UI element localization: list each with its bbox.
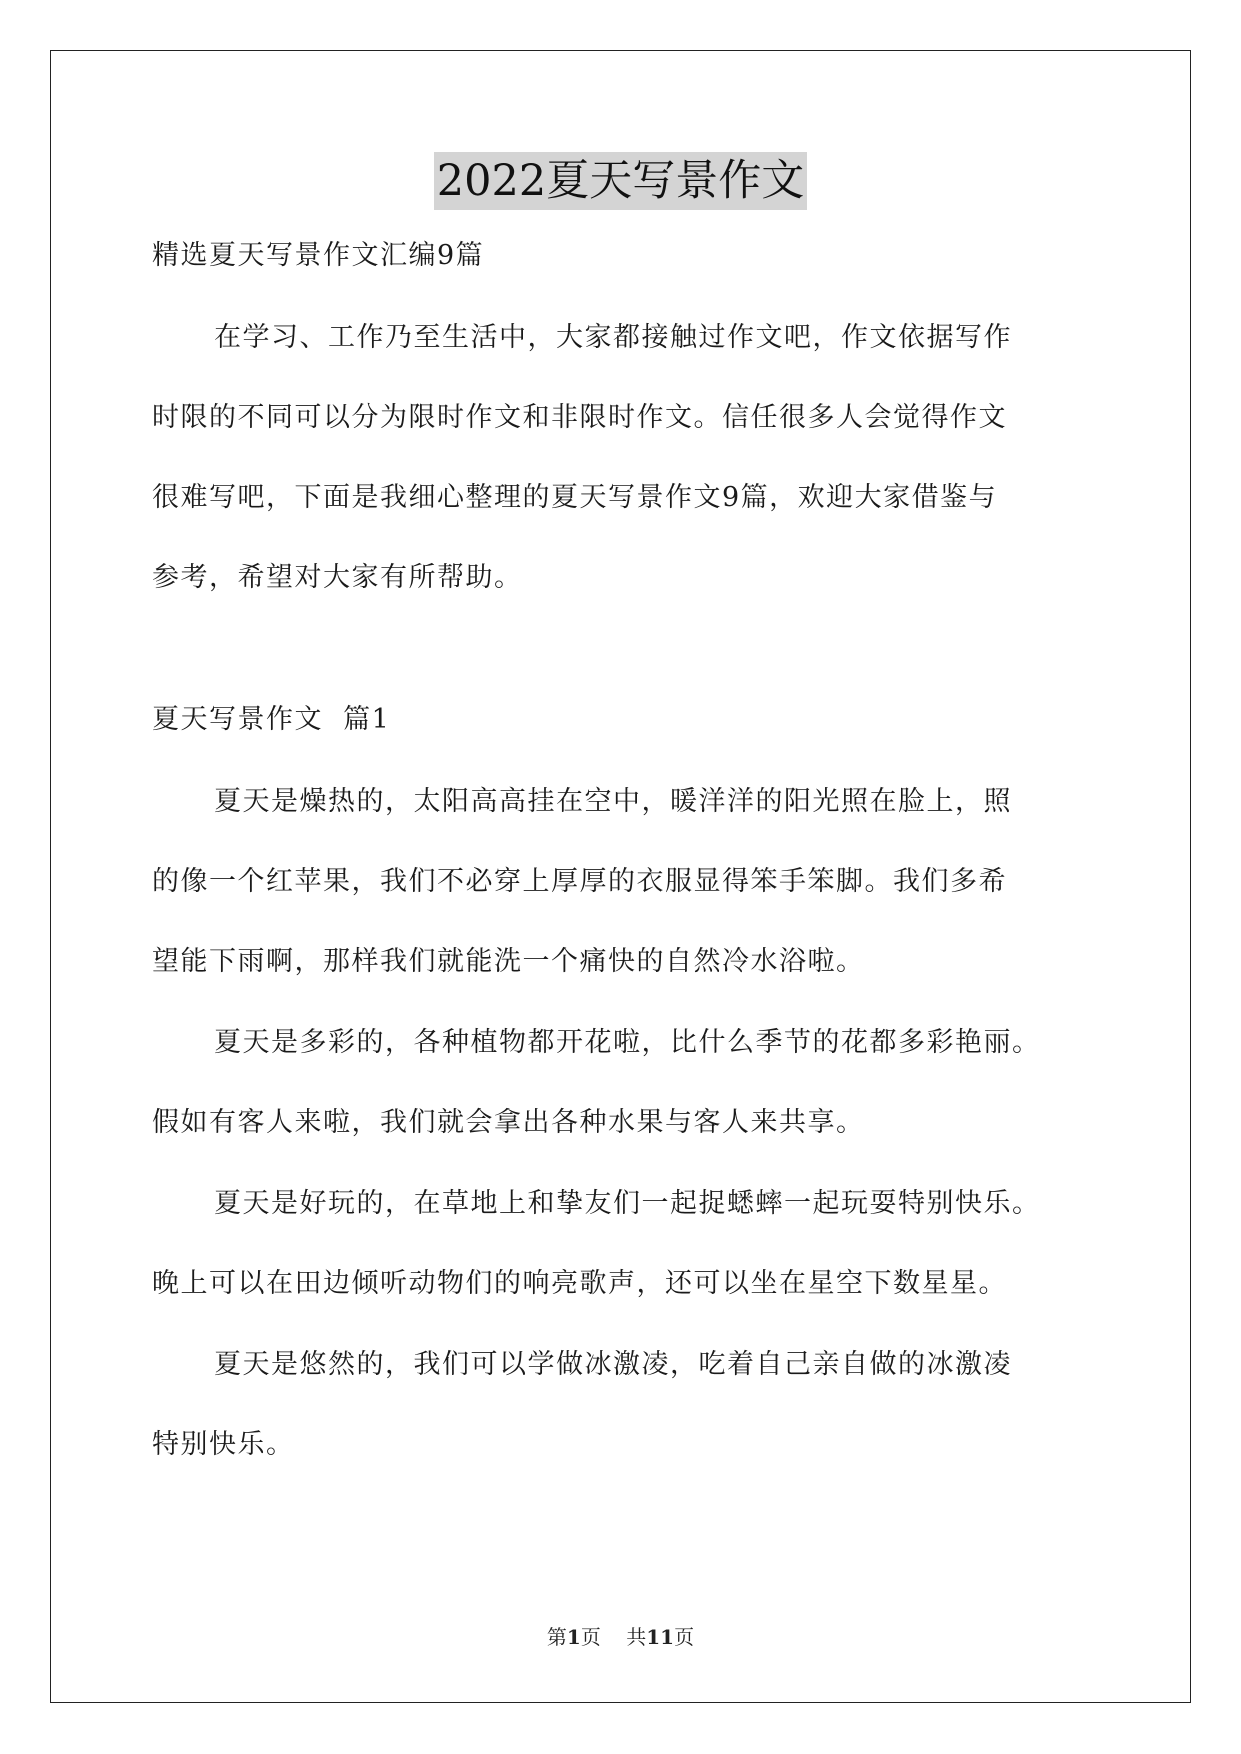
page-total: 11 <box>646 1625 675 1649</box>
intro-paragraph <box>152 318 1092 597</box>
page-current: 1 <box>566 1625 581 1649</box>
paragraph-line: 在学习、工作乃至生活中，大家都接触过作文吧，作文依据写作 <box>214 322 1012 353</box>
body-paragraph <box>152 1345 1092 1464</box>
paragraph-line: 的像一个红苹果，我们不必穿上厚厚的衣服显得笨手笨脚。我们多希 <box>152 866 1007 897</box>
title-container <box>0 152 1241 210</box>
document-body <box>152 236 1092 1464</box>
page-suffix: 页 <box>674 1625 695 1649</box>
page-footer <box>0 1625 1241 1649</box>
paragraph-line: 望能下雨啊，那样我们就能洗一个痛快的自然冷水浴啦。 <box>152 946 865 977</box>
section-heading: 夏天写景作文 篇1 <box>152 704 391 735</box>
body-paragraph <box>152 1023 1092 1142</box>
page-mid: 页 共 <box>580 1625 647 1649</box>
paragraph-line: 很难写吧，下面是我细心整理的夏天写景作文9篇，欢迎大家借鉴与 <box>152 482 998 513</box>
paragraph-line: 假如有客人来啦，我们就会拿出各种水果与客人来共享。 <box>152 1107 865 1138</box>
paragraph-line: 夏天是多彩的，各种植物都开花啦，比什么季节的花都多彩艳丽。 <box>214 1027 1041 1058</box>
paragraph-line: 参考，希望对大家有所帮助。 <box>152 562 523 593</box>
paragraph-line: 晚上可以在田边倾听动物们的响亮歌声，还可以坐在星空下数星星。 <box>152 1268 1007 1299</box>
paragraph-line: 特别快乐。 <box>152 1429 295 1460</box>
body-paragraph <box>152 1184 1092 1303</box>
paragraph-line: 时限的不同可以分为限时作文和非限时作文。信任很多人会觉得作文 <box>152 402 1007 433</box>
document-subtitle: 精选夏天写景作文汇编9篇 <box>152 240 485 271</box>
page-prefix: 第 <box>546 1625 567 1649</box>
paragraph-line: 夏天是悠然的，我们可以学做冰激凌，吃着自己亲自做的冰激凌 <box>214 1349 1012 1380</box>
paragraph-line: 夏天是燥热的，太阳高高挂在空中，暖洋洋的阳光照在脸上，照 <box>214 786 1012 817</box>
paragraph-line: 夏天是好玩的，在草地上和挚友们一起捉蟋蟀一起玩耍特别快乐。 <box>214 1188 1041 1219</box>
body-paragraph <box>152 782 1092 981</box>
document-title: 2022夏天写景作文 <box>434 152 807 210</box>
